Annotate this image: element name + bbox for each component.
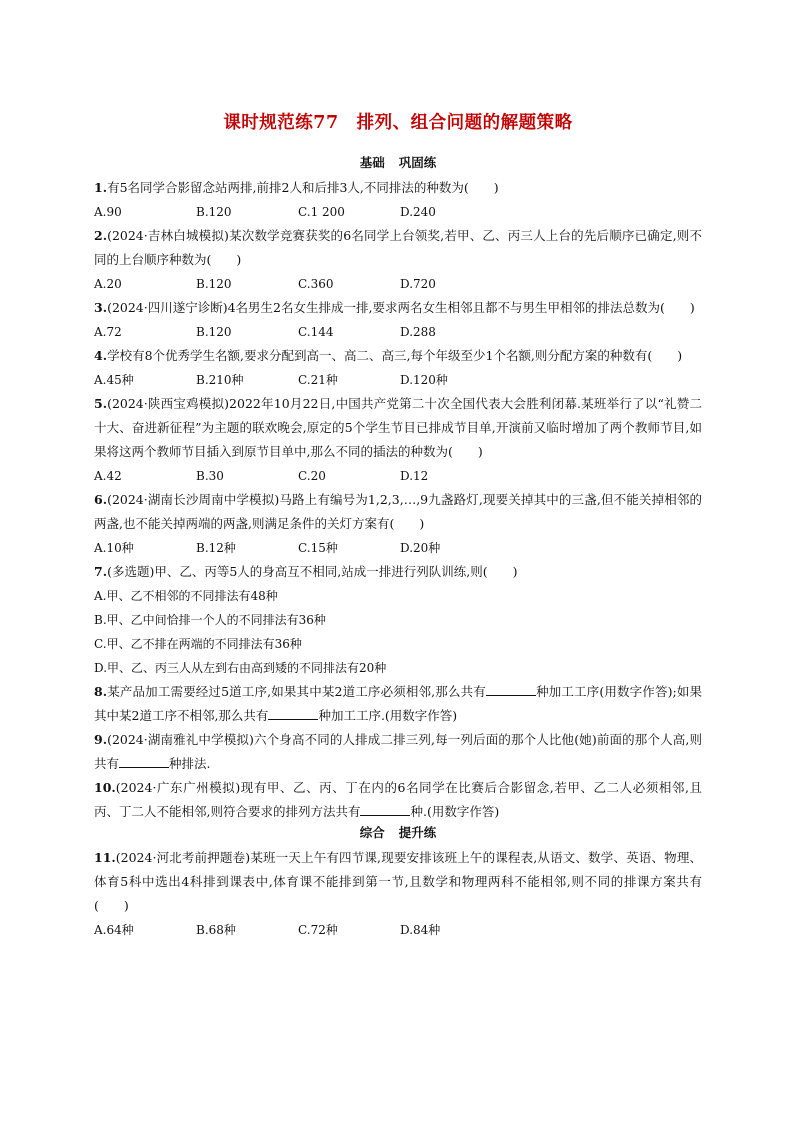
option-b: B.120 xyxy=(196,277,232,291)
options-4 xyxy=(94,368,702,392)
option-a: A.甲、乙不相邻的不同排法有48种 xyxy=(94,589,278,603)
option-b: B.210种 xyxy=(196,373,244,387)
question-text: 有5名同学合影留念站两排,前排2人和后排3人,不同排法的种数为( ) xyxy=(107,180,499,195)
options-1 xyxy=(94,200,702,224)
option-b: B.120 xyxy=(196,325,232,339)
option-a: A.72 xyxy=(94,325,122,339)
question-number: 8. xyxy=(94,684,108,699)
question-number: 11. xyxy=(94,850,116,865)
section-header-basic xyxy=(94,154,702,172)
question-5 xyxy=(94,392,702,464)
option-c: C.144 xyxy=(298,325,334,339)
options-11 xyxy=(94,918,702,942)
option-a: A.10种 xyxy=(94,541,134,555)
option-a: A.64种 xyxy=(94,923,134,937)
question-text: (2024·陕西宝鸡模拟)2022年10月22日,中国共产党第二十次全国代表大会胜利闭幕.某班举行了以“礼赞二十大、奋进新征程”为主题的联欢晚会,原定的5个学生节目已排成节目单,开演前又临时增加了两个教师节目,如果将这两个教师节目插入到原节目单中,那么不同的插法的种数为( ) xyxy=(94,396,702,459)
section-header-advanced xyxy=(94,824,702,842)
question-8 xyxy=(94,680,702,728)
option-b: B.12种 xyxy=(196,541,236,555)
option-a: A.20 xyxy=(94,277,122,291)
option-b: B.68种 xyxy=(196,923,236,937)
options-2 xyxy=(94,272,702,296)
question-2 xyxy=(94,224,702,272)
option-c: C.15种 xyxy=(298,541,338,555)
options-3 xyxy=(94,320,702,344)
question-7 xyxy=(94,560,702,584)
options-5 xyxy=(94,464,702,488)
option-d: D.84种 xyxy=(400,923,441,937)
option-c: C.21种 xyxy=(298,373,338,387)
question-11 xyxy=(94,846,702,918)
option-a: A.42 xyxy=(94,469,122,483)
option-c: C.72种 xyxy=(298,923,338,937)
option-b: B.甲、乙中间恰排一个人的不同排法有36种 xyxy=(94,613,326,627)
question-text: 种.(用数字作答) xyxy=(410,804,500,819)
question-text: 学校有8个优秀学生名额,要求分配到高一、高二、高三,每个年级至少1个名额,则分配方案的种数有( ) xyxy=(107,348,683,363)
answer-blank[interactable] xyxy=(119,753,169,768)
question-text: 某产品加工需要经过5道工序,如果其中某2道工序必须相邻,那么共有 xyxy=(107,684,486,699)
options-6 xyxy=(94,536,702,560)
question-9 xyxy=(94,728,702,776)
question-3 xyxy=(94,296,702,320)
question-text: (2024·湖南雅礼中学模拟)六个身高不同的人排成二排三列,每一列后面的那个人比他(她)前面的那个人高,则共有 xyxy=(94,732,702,771)
question-number: 3. xyxy=(94,300,108,315)
option-d: D.288 xyxy=(400,325,436,339)
question-text: (2024·湖南长沙周南中学模拟)马路上有编号为1,2,3,…,9九盏路灯,现要关掉其中的三盏,但不能关掉相邻的两盏,也不能关掉两端的两盏,则满足条件的关灯方案有( ) xyxy=(94,492,702,531)
option-a: A.45种 xyxy=(94,373,134,387)
question-number: 4. xyxy=(94,348,108,363)
question-4 xyxy=(94,344,702,368)
question-number: 1. xyxy=(94,180,108,195)
answer-blank[interactable] xyxy=(360,801,410,816)
question-number: 5. xyxy=(94,396,108,411)
option-c: C.20 xyxy=(298,469,326,483)
question-text: 种排法. xyxy=(169,756,211,771)
question-10 xyxy=(94,776,702,824)
option-c: C.360 xyxy=(298,277,334,291)
section-label: 基础 xyxy=(359,155,385,170)
answer-blank[interactable] xyxy=(486,681,536,696)
option-b: B.120 xyxy=(196,205,232,219)
option-c: C.1 200 xyxy=(298,205,345,219)
answer-blank[interactable] xyxy=(268,705,318,720)
option-c: C.甲、乙不排在两端的不同排法有36种 xyxy=(94,637,302,651)
question-text: (2024·吉林白城模拟)某次数学竞赛获奖的6名同学上台领奖,若甲、乙、丙三人上台的先后顺序已确定,则不同的上台顺序种数为( ) xyxy=(94,228,702,267)
question-text: 种加工工序(用数字作答);如果其中某2道工序不相邻,那么共有 xyxy=(94,684,703,723)
question-number: 2. xyxy=(94,228,108,243)
question-1 xyxy=(94,176,702,200)
option-d: D.240 xyxy=(400,205,436,219)
question-text: (2024·河北考前押题卷)某班一天上午有四节课,现要安排该班上午的课程表,从语文、数学、英语、物理、体育5科中选出4科排到课表中,体育课不能排到第一节,且数学和物理两科不能相邻,则不同的排课方案共有( ) xyxy=(94,850,702,913)
option-d: D.720 xyxy=(400,277,436,291)
question-number: 9. xyxy=(94,732,108,747)
section-label: 提升练 xyxy=(398,825,437,840)
question-text: (2024·四川遂宁诊断)4名男生2名女生排成一排,要求两名女生相邻且都不与男生甲相邻的排法总数为( ) xyxy=(107,300,695,315)
section-label: 巩固练 xyxy=(398,155,437,170)
question-6 xyxy=(94,488,702,536)
worksheet-page xyxy=(94,112,702,942)
option-a: A.90 xyxy=(94,205,122,219)
question-number: 6. xyxy=(94,492,108,507)
question-number: 7. xyxy=(94,564,108,579)
section-label: 综合 xyxy=(359,825,385,840)
question-text: (多选题)甲、乙、丙等5人的身高互不相同,站成一排进行列队训练,则( ) xyxy=(107,564,518,579)
option-d: D.12 xyxy=(400,469,429,483)
option-d: D.120种 xyxy=(400,373,448,387)
option-b: B.30 xyxy=(196,469,224,483)
page-title: 课时规范练77 排列、组合问题的解题策略 xyxy=(223,113,573,133)
question-text: (2024·广东广州模拟)现有甲、乙、丙、丁在内的6名同学在比赛后合影留念,若甲、乙二人必须相邻,且丙、丁二人不能相邻,则符合要求的排列方法共有 xyxy=(94,780,702,819)
option-d: D.甲、乙、丙三人从左到右由高到矮的不同排法有20种 xyxy=(94,661,387,675)
question-text: 种加工工序.(用数字作答) xyxy=(318,708,458,723)
option-d: D.20种 xyxy=(400,541,441,555)
question-number: 10. xyxy=(94,780,116,795)
